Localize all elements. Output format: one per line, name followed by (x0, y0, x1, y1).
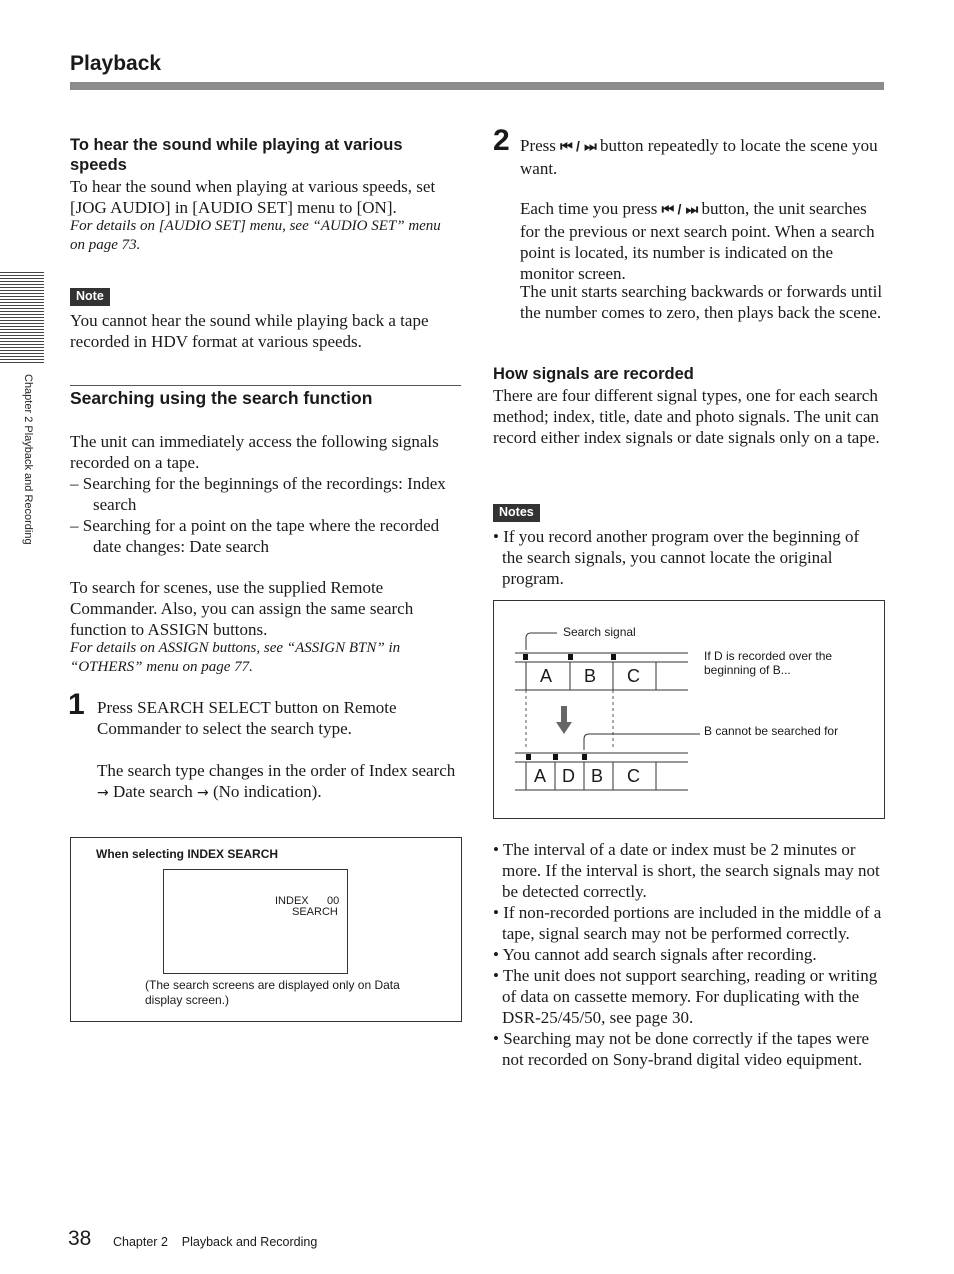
previous-track-icon: ⏮ (661, 202, 674, 218)
assign-reference: For details on ASSIGN buttons, see “ASSIGN BTN” in “OTHERS” menu on page 77. (70, 640, 401, 675)
side-tab-label: Chapter 2 Playback and Recording (22, 374, 34, 545)
screen-search-line: SEARCH (292, 906, 338, 918)
signal-diagram-drawing (493, 600, 885, 819)
seq-mid: Date search (112, 782, 193, 801)
bottom-cell-a: A (534, 766, 547, 786)
note-badge: Note (70, 288, 110, 306)
bullet-overwrite: • If you record another program over the beginning of the search signals, you cannot locate the original program. (493, 527, 860, 588)
list-item: • If non-recorded portions are included in the middle of a tape, signal search may not be performed correctly. (493, 903, 882, 943)
cannot-search-label: B cannot be searched for (704, 724, 839, 738)
step-number-2: 2 (493, 124, 510, 157)
page-number: 38 (68, 1227, 92, 1250)
sound-body: To hear the sound when playing at various speeds, set [JOG AUDIO] in [AUDIO SET] menu to [ON]. (70, 177, 436, 217)
notes-list (493, 839, 885, 1070)
figure-caption: (The search screens are displayed only on Data display screen.) (145, 978, 400, 1007)
step2-after: button repeatedly to locate the scene you want. (520, 136, 878, 178)
bottom-cell-d: D (562, 766, 575, 786)
list-item: • The interval of a date or index must be 2 minutes or more. If the interval is short, the search signals may not be detected correctly. (493, 840, 880, 901)
search-intro: The unit can immediately access the following signals recorded on a tape. (70, 432, 439, 472)
step-number-1: 1 (68, 688, 85, 721)
seq-end: (No indication). (212, 782, 322, 801)
step2-each (520, 198, 885, 284)
list-item: • You cannot add search signals after recording. (493, 945, 817, 964)
slash: / (576, 138, 580, 154)
arrow-right-icon: → (197, 785, 209, 801)
previous-track-icon: ⏮ (560, 139, 572, 155)
if-d-recorded-label: If D is recorded over the beginning of B... (704, 649, 833, 677)
title-rule (70, 82, 884, 90)
chapter-side-tab (0, 272, 44, 364)
sound-reference: For details on [AUDIO SET] menu, see “AUDIO SET” menu on page 73. (70, 218, 441, 253)
seq-prefix: The search type changes in the order of Index search (97, 761, 456, 780)
list-item: • Searching may not be done correctly if the tapes were not recorded on Sony-brand digital video equipment. (493, 1029, 870, 1069)
figure-title: When selecting INDEX SEARCH (96, 847, 279, 861)
bottom-cell-c: C (627, 766, 640, 786)
each-after: button, the unit (701, 199, 805, 218)
top-cell-c: C (627, 666, 640, 686)
step1-text: Press SEARCH SELECT button on Remote Commander to select the search type. (97, 698, 397, 738)
bottom-cell-b: B (591, 766, 604, 786)
next-track-icon: ⏭ (584, 139, 596, 155)
signals-body: There are four different signal types, one for each search method; index, title, date and photo signals. The unit can record either index signals or date signals only on a tape. (493, 386, 880, 447)
step1-sequence (97, 760, 457, 804)
dash-item-date: – Searching for a point on the tape where the recorded date changes: Date search (70, 516, 440, 556)
remote-body: To search for scenes, use the supplied Remote Commander. Also, you can assign the same search function to ASSIGN buttons. (70, 578, 414, 639)
footer-chapter: Chapter 2 Playback and Recording (113, 1235, 318, 1249)
each-rest: searches for the previous or next search point. When a search point is located, its number is indicated on the monitor screen. (520, 199, 875, 283)
note-body: You cannot hear the sound while playing back a tape recorded in HDV format at various speeds. (70, 311, 429, 351)
monitor-screen (163, 869, 348, 974)
next-track-icon: ⏭ (685, 202, 698, 218)
dash-item-index: – Searching for the beginnings of the recordings: Index search (70, 474, 446, 514)
signals-heading: How signals are recorded (493, 365, 694, 383)
page-title: Playback (70, 52, 162, 75)
notes-badge: Notes (493, 504, 540, 522)
arrow-right-icon: → (97, 785, 109, 801)
step2-press: Press (520, 136, 556, 155)
section-rule (70, 385, 461, 386)
search-heading: Searching using the search function (70, 388, 373, 408)
top-cell-a: A (540, 666, 553, 686)
each-prefix: Each time you press (520, 199, 658, 218)
step2-starts: The unit starts searching backwards or forwards until the number comes to zero, then plays back the scene. (520, 282, 883, 322)
search-signal-label: Search signal (563, 625, 636, 639)
slash: / (677, 201, 682, 217)
screen-index-line: INDEX 00 (275, 895, 340, 907)
sound-heading: To hear the sound while playing at various speeds (70, 136, 403, 174)
list-item: • The unit does not support searching, reading or writing of data on cassette memory. For duplicating with the DSR-25/45/50, see page 30. (493, 966, 878, 1027)
step2-text (520, 135, 885, 179)
top-cell-b: B (584, 666, 597, 686)
